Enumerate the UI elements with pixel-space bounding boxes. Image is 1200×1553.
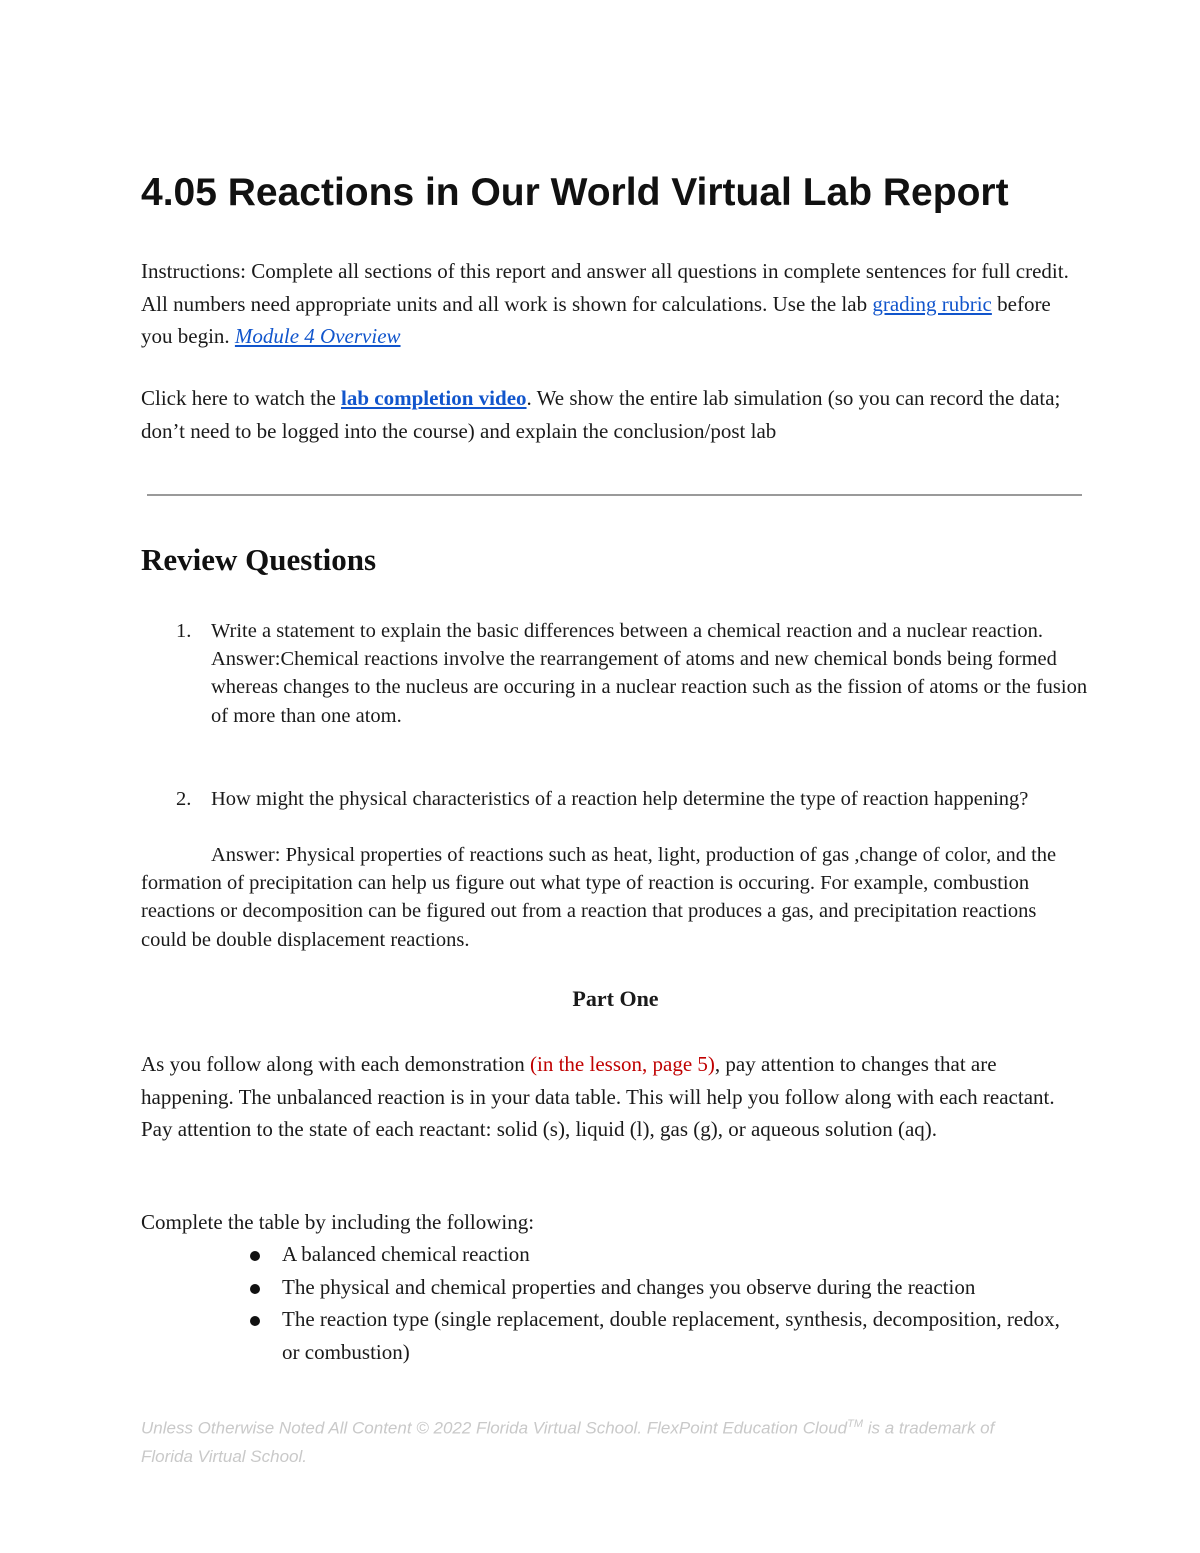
footer-text: Unless Otherwise Noted All Content © 2022 Florida Virtual School. FlexPoint Education Cloud — [141, 1418, 848, 1438]
footer-text-2: is a trademark of Florida Virtual School. — [141, 1418, 995, 1466]
lab-completion-video-link[interactable]: lab completion video — [341, 386, 527, 410]
video-text-2: . We show the entire lab simulation (so you can record the data; don’t need to be logged into the course) and explain the conclusion/post lab — [141, 386, 1061, 443]
intro-text-2: , pay attention to changes that are happening. The unbalanced reaction is in your data table. This will help you follow along with each reactant. Pay attention to the state of each reactant: solid (s), liquid (l), gas (g), or aqueous solution (aq). — [141, 1052, 1055, 1141]
video-paragraph — [141, 382, 1086, 447]
list-item — [0, 1238, 1200, 1271]
review-question-1 — [0, 617, 1200, 757]
question-text: How might the physical characteristics of a reaction help determine the type of reaction happening? — [211, 788, 1029, 810]
complete-table-label: Complete the table by including the following: — [141, 1210, 535, 1234]
bullet-icon — [250, 1316, 260, 1326]
review-question-2 — [0, 785, 1200, 845]
horizontal-divider — [147, 494, 1082, 496]
answer-text: Answer: Physical properties of reactions such as heat, light, production of gas ,change of color, and the formation of precipitation can help us figure out what type of reaction is occuring. For example, combustion reactions or decomposition can be figured out from a reaction that produces a gas, and precipitation reactions could be double displacement reactions. — [141, 844, 1057, 951]
grading-rubric-link[interactable]: grading rubric — [872, 291, 992, 316]
list-item-text: The reaction type (single replacement, double replacement, synthesis, decomposition, redox, or combustion) — [282, 1307, 1060, 1364]
part-one-intro — [141, 1048, 1086, 1146]
instructions-text-2: before you begin. — [141, 291, 1051, 348]
page-title: 4.05 Reactions in Our World Virtual Lab Report — [141, 171, 1009, 214]
question-text: Write a statement to explain the basic differences between a chemical reaction and a nuclear reaction. — [211, 620, 1044, 642]
bullet-icon — [250, 1284, 260, 1294]
requirements-list — [0, 1238, 1200, 1368]
answer-text: Answer:Chemical reactions involve the rearrangement of atoms and new chemical bonds being formed whereas changes to the nucleus are occuring in a nuclear reaction such as the fission of atoms or the fusion of more than one atom. — [211, 648, 1088, 727]
list-item — [0, 1271, 1200, 1304]
question-content — [211, 617, 1091, 730]
review-questions-heading: Review Questions — [141, 542, 377, 577]
lesson-reference: (in the lesson, page 5) — [530, 1052, 715, 1076]
part-one-heading: Part One — [572, 986, 659, 1011]
list-item-text: The physical and chemical properties and changes you observe during the reaction — [282, 1274, 976, 1299]
video-text: Click here to watch the — [141, 386, 342, 410]
intro-text: As you follow along with each demonstration — [141, 1052, 531, 1076]
question-number: 2. — [176, 788, 192, 810]
instructions-text: Instructions: Complete all sections of this report and answer all questions in complete sentences for full credit. All numbers need appropriate units and all work is shown for calculations. Use the lab — [141, 259, 1069, 316]
copyright-footer — [141, 1410, 1041, 1471]
list-item — [0, 1303, 1200, 1368]
instructions-paragraph — [141, 255, 1086, 353]
module-overview-link[interactable]: Module 4 Overview — [234, 324, 401, 348]
bullet-icon — [250, 1251, 260, 1261]
question-number: 1. — [176, 620, 192, 642]
trademark-symbol: TM — [847, 1418, 864, 1430]
list-item-text: A balanced chemical reaction — [282, 1242, 530, 1266]
